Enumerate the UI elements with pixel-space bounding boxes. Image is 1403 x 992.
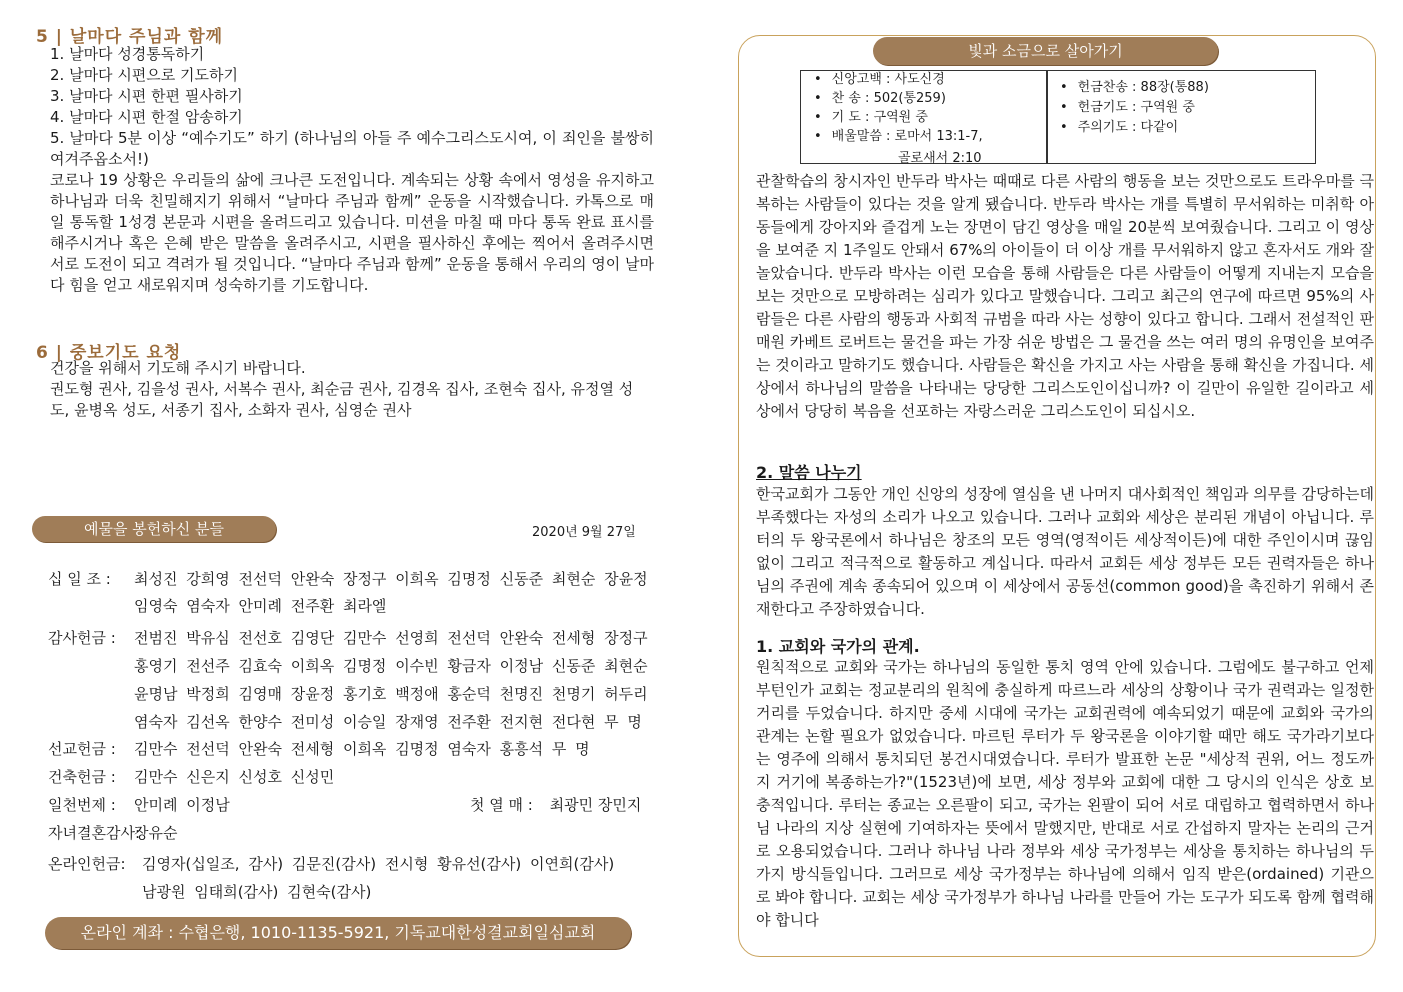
offering-names: 염숙자 김선옥 한양수 전미성 이승일 장재영 전주환 전지현 전다현 무 명: [134, 713, 642, 731]
sermon-intro-paragraph: 관찰학습의 창시자인 반두라 박사는 때때로 다른 사람의 행동을 보는 것만으로도 트라우마를 극복하는 사람들이 있다는 것을 알게 됐습니다. 반두라 박사는 개를 특별히 무서워하는 미취학 아동들에게 강아지와 즐겁게 노는 장면이 담긴 영상을 매일 20분씩 보여줬습니다. 그리고 이 영상을 보여준 지 1주일도 안돼서 67%의 아이들이 더 이상 개를 무서워하지 않고 혼자서도 개와 잘 놀았습니다. 반두라 박사는 이런 모습을 통해 사람들은 다른 사람들이 어떻게 지내는지 모습을 보는 것만으로 모방하려는 심리가 있다고 말했습니다. 그리고 최근의 연구에 따르면 95%의 사람들은 다른 사람의 행동과 사회적 규범을 따라 사는 성향이 있다고 합니다. 그래서 전설적인 판매원 카베트 로버트는 물건을 파는 가장 쉬운 방법은 그 물건을 쓰는 여러 명의 유명인을 보여주는 것이라고 말하기도 했습니다. 사람들은 확신을 가지고 사는 사람을 통해 확신을 가집니다. 세상에서 하나님의 말씀을 나타내는 당당한 그리스도인이십니까? 이 길만이 유일한 길이라고 세상에서 당당히 복음을 선포하는 자랑스러운 그리스도인이 되십시오.: [756, 172, 1374, 420]
list-item: 3. 날마다 시편 한편 필사하기: [50, 87, 243, 105]
offering-names: 최광민 장민지: [549, 796, 642, 814]
offering-names: 김만수 신은지 신성호 신성민: [134, 768, 335, 786]
heading-share-word: 2. 말씀 나누기: [756, 463, 862, 482]
info-item: • 기 도 : 구역원 중: [814, 108, 1042, 127]
offering-names: 윤명남 박정희 김영매 장윤정 홍기호 백정애 홍순덕 천명진 천명기 허두리: [134, 685, 648, 703]
offering-names: 김영자(십일조, 감사) 김문진(감사) 전시형 황유선(감사) 이연희(감사): [142, 855, 615, 873]
offering-row-tithe: [48, 568, 648, 623]
online-account-banner: 온라인 계좌 : 수협은행, 1010-1135-5921, 기독교대한성결교회일심교회: [45, 917, 631, 949]
list-item: 5. 날마다 5분 이상 “예수기도” 하기 (하나님의 아들 주 예수그리스도시여, 이 죄인을 불쌍히 여겨주옵소서!): [50, 129, 654, 168]
offering-row-building: [48, 766, 334, 787]
heading-church-state: 1. 교회와 국가의 관계.: [756, 637, 920, 656]
offering-names: 최성진 강희영 전선덕 안완숙 장정구 이희옥 김명정 신동준 최현순 장윤정: [134, 570, 648, 588]
list-item: 1. 날마다 성경통독하기: [50, 45, 205, 63]
offering-row-thousand: [48, 794, 230, 815]
worship-info-left: [814, 70, 1042, 146]
section5-body: 코로나 19 상황은 우리들의 삶에 크나큰 도전입니다. 계속되는 상황 속에서 영성을 유지하고 하나님과 더욱 친밀해지기 위해서 “날마다 주님과 함께” 운동을 시작했습니다. 카톡으로 매일 통독할 1성경 본문과 시편을 올려드리고 있습니다. 미션을 마칠 때 마다 통독 완료 표시를 해주시거나 혹은 은혜 받은 말씀을 올려주시고, 시편을 필사하신 후에는 찍어서 올려주시면 서로 도전이 되고 격려가 될 것입니다. “날마다 주님과 함께” 운동을 통해서 우리의 영이 날마다 힘을 얻고 새로워지며 성숙하기를 기도합니다.: [50, 171, 654, 294]
list-item: 4. 날마다 시편 한절 암송하기: [50, 108, 243, 126]
section6-body: [50, 358, 640, 421]
info-item: • 주의기도 : 다같이: [1060, 118, 1300, 138]
offering-row-online: [48, 850, 614, 906]
offering-label: 감사헌금 :: [48, 629, 116, 647]
offering-names: 전범진 박유심 전선호 김영단 김만수 선영희 전선덕 안완숙 전세형 장정구: [134, 629, 648, 647]
section5-list: [50, 44, 654, 296]
offering-names: 임영숙 염숙자 안미례 전주환 최라엘: [134, 597, 387, 615]
offering-names: 홍영기 전선주 김효숙 이희옥 김명정 이수빈 황금자 이정남 신동준 최현순: [134, 657, 648, 675]
info-item: • 헌금기도 : 구역원 중: [1060, 98, 1300, 118]
church-state-paragraph: 원칙적으로 교회와 국가는 하나님의 동일한 통치 영역 안에 있습니다. 그럼에도 불구하고 언제부턴인가 교회는 정교분리의 원칙에 충실하게 따르느라 세상의 상황이나 국가 권력과는 일정한 거리를 두었습니다. 하지만 중세 시대에 국가는 교회권력에 예속되었기 때문에 교회와 국가의 관계는 논할 필요가 없었습니다. 마르틴 루터가 두 왕국론을 이야기할 때만 해도 국가라기보다는 영주에 의해서 통치되던 봉건시대였습니다. 루터가 발표한 논문 "세상적 권위, 어느 정도까지 거기에 복종하는가?"(1523년)에 보면, 세상 정부와 교회에 대한 그 당시의 인식은 상호 보충적입니다. 루터는 종교는 오른팔이 되고, 국가는 왼팔이 되어 서로 대립하고 협력하면서 하나님 나라의 지상 실현에 기여하자는 뜻에서 말했지만, 반대로 서로 간섭하지 말자는 논리의 근거로 오용되었습니다. 그러나 하나님 나라 정부와 세상 국가정부는 세상을 통치하는 하나님의 두 가지 방식들입니다. 그러므로 세상 국가정부는 하나님에 의해서 임직 받은(ordained) 기관으로 봐야 합니다. 교회는 세상 국가정부가 하나님 나라를 만들어 가는 도구가 되도록 함께 협력해야 합니다: [756, 658, 1374, 929]
info-item: • 헌금찬송 : 88장(통88): [1060, 78, 1300, 98]
offering-names: 남광원 임태희(감사) 김현숙(감사): [142, 883, 372, 901]
offering-label: 일천번제 :: [48, 796, 116, 814]
offering-label: 첫 열 매 :: [470, 796, 533, 814]
section5-title: 5 | 날마다 주님과 함께: [36, 27, 224, 47]
prayer-names: 권도형 권사, 김을성 권사, 서복수 권사, 최순금 권사, 김경옥 집사, 조현숙 집사, 유정열 성도, 윤병옥 성도, 서종기 집사, 소화자 권사, 심영순 권사: [50, 380, 634, 419]
offering-names: 김만수 전선덕 안완숙 전세형 이희옥 김명정 염숙자 홍흥석 무 명: [134, 740, 590, 758]
offering-title-banner: 예물을 봉헌하신 분들: [32, 516, 276, 542]
info-item-cont: 골로새서 2:10: [898, 151, 982, 166]
prayer-intro: 건강을 위해서 기도해 주시기 바랍니다.: [50, 359, 306, 377]
list-item: 2. 날마다 시편으로 기도하기: [50, 66, 239, 84]
info-item: • 배울말씀 : 로마서 13:1-7,: [814, 127, 1042, 146]
offering-row-first-fruit: [470, 794, 641, 815]
section6-title: 6 | 중보기도 요청: [36, 343, 182, 363]
offering-row-mission: [48, 738, 590, 759]
offering-names: 안미례 이정남: [134, 796, 230, 814]
worship-info-right: [1060, 78, 1300, 138]
offering-label: 자녀결혼감사:: [48, 824, 140, 842]
share-word-paragraph: 한국교회가 그동안 개인 신앙의 성장에 열심을 낸 나머지 대사회적인 책임과 의무를 감당하는데 부족했다는 자성의 소리가 나오고 있습니다. 그러나 교회와 세상은 분리된 개념이 아닙니다. 루터의 두 왕국론에서 하나님은 창조의 모든 영역(영적이든 세상적이든)에 대한 주인이시며 끊임없이 그리고 적극적으로 활동하고 계십니다. 따라서 교회든 세상 정부든 모든 권력자들은 하나님의 주권에 계속 종속되어 있으며 이 세상에서 공동선(common good)을 촉진하기 위해서 존재한다고 주장하였습니다.: [756, 485, 1375, 618]
offering-row-thanks: [48, 624, 648, 736]
worship-info-divider: [1046, 70, 1048, 164]
offering-label: 십 일 조 :: [48, 570, 111, 588]
offering-date: 2020년 9월 27일: [532, 525, 636, 540]
offering-label: 선교헌금 :: [48, 740, 116, 758]
offering-label: 건축헌금 :: [48, 768, 116, 786]
right-title-banner: 빛과 소금으로 살아가기: [873, 37, 1218, 65]
offering-row-wedding: [48, 822, 177, 843]
offering-names: 장유순: [134, 824, 178, 842]
info-item: • 신앙고백 : 사도신경: [814, 70, 1042, 89]
offering-label: 온라인헌금:: [48, 855, 126, 873]
info-item: • 찬 송 : 502(통259): [814, 89, 1042, 108]
